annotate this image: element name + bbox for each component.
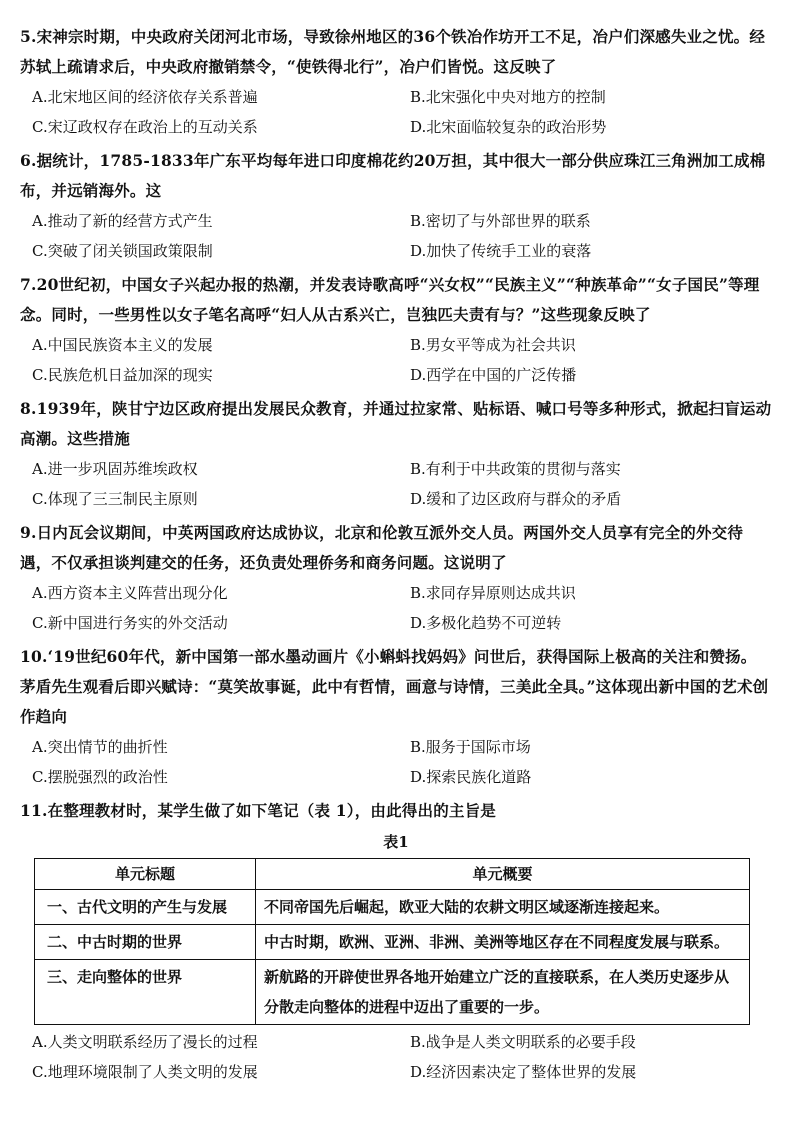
question-9: [20, 518, 772, 638]
option-d: D.西学在中国的广泛传播: [410, 366, 577, 384]
table-row: [35, 890, 750, 925]
question-5: [20, 22, 772, 142]
option-grid: [20, 1027, 772, 1087]
option-c: C.地理环境限制了人类文明的发展: [32, 1063, 258, 1081]
option-c: C.民族危机日益加深的现实: [32, 366, 213, 384]
option-b: B.北宋强化中央对地方的控制: [410, 88, 606, 106]
option-grid: [20, 732, 772, 792]
option-d: D.探索民族化道路: [410, 768, 532, 786]
question-stem: 8.1939年，陕甘宁边区政府提出发展民众教育，并通过拉家常、贴标语、喊口号等多种形式，掀起扫盲运动高潮。这些措施: [20, 399, 772, 448]
option-b: B.男女平等成为社会共识: [410, 336, 576, 354]
option-grid: [20, 206, 772, 266]
option-b: B.战争是人类文明联系的必要手段: [410, 1033, 636, 1051]
option-d: D.北宋面临较复杂的政治形势: [410, 118, 607, 136]
table-caption: 表1: [383, 833, 409, 851]
question-7: [20, 270, 772, 390]
option-grid: [20, 578, 772, 638]
option-grid: [20, 454, 772, 514]
table-header-row: [35, 859, 750, 890]
question-10: [20, 642, 772, 792]
option-a: A.西方资本主义阵营出现分化: [32, 584, 228, 602]
option-d: D.多极化趋势不可逆转: [410, 614, 562, 632]
option-a: A.中国民族资本主义的发展: [32, 336, 213, 354]
unit-summary-cell: 中古时期，欧洲、亚洲、非洲、美洲等地区存在不同程度发展与联系。: [256, 925, 750, 960]
table-row: [35, 960, 750, 1025]
option-a: A.进一步巩固苏维埃政权: [32, 460, 198, 478]
option-a: A.推动了新的经营方式产生: [32, 212, 213, 230]
option-d: D.加快了传统手工业的衰落: [410, 242, 592, 260]
option-b: B.密切了与外部世界的联系: [410, 212, 591, 230]
question-stem: 10.‘19世纪60年代，新中国第一部水墨动画片《小蝌蚪找妈妈》问世后，获得国际上极高的关注和赞扬。茅盾先生观看后即兴赋诗：“莫笑故事诞，此中有哲情，画意与诗情，三美此全具。”这体现出新中国的艺术创作趋向: [20, 647, 769, 726]
notes-table: [34, 858, 750, 1025]
option-d: D.缓和了边区政府与群众的矛盾: [410, 490, 622, 508]
option-c: C.体现了三三制民主原则: [32, 490, 198, 508]
table-header: 单元概要: [256, 859, 750, 890]
unit-summary-cell: 新航路的开辟使世界各地开始建立广泛的直接联系，在人类历史逐步从分散走向整体的进程中迈出了重要的一步。: [256, 960, 750, 1025]
unit-summary-cell: 不同帝国先后崛起，欧亚大陆的农耕文明区域逐渐连接起来。: [256, 890, 750, 925]
unit-title-cell: 二、中古时期的世界: [35, 925, 256, 960]
option-a: A.北宋地区间的经济依存关系普遍: [32, 88, 258, 106]
option-b: B.求同存异原则达成共识: [410, 584, 576, 602]
option-grid: [20, 82, 772, 142]
question-8: [20, 394, 772, 514]
unit-title-cell: 一、古代文明的产生与发展: [35, 890, 256, 925]
question-stem: 6.据统计，1785-1833年广东平均每年进口印度棉花约20万担，其中很大一部分供应珠江三角洲加工成棉布，并远销海外。这: [20, 151, 766, 200]
question-6: [20, 146, 772, 266]
option-a: A.突出情节的曲折性: [32, 738, 168, 756]
option-a: A.人类文明联系经历了漫长的过程: [32, 1033, 258, 1051]
table-row: [35, 925, 750, 960]
option-b: B.有利于中共政策的贯彻与落实: [410, 460, 621, 478]
question-stem: 9.日内瓦会议期间，中英两国政府达成协议，北京和伦敦互派外交人员。两国外交人员享有完全的外交待遇，不仅承担谈判建交的任务，还负责处理侨务和商务问题。这说明了: [20, 523, 744, 572]
question-11: [20, 796, 772, 826]
option-grid: [20, 330, 772, 390]
option-c: C.突破了闭关锁国政策限制: [32, 242, 213, 260]
option-c: C.摆脱强烈的政治性: [32, 768, 168, 786]
unit-title-cell: 三、走向整体的世界: [35, 960, 256, 1025]
option-d: D.经济因素决定了整体世界的发展: [410, 1063, 637, 1081]
question-stem: 7.20世纪初，中国女子兴起办报的热潮，并发表诗歌高呼“兴女权”“民族主义”“种族革命”“女子国民”等理念。同时，一些男性以女子笔名高呼“妇人从古系兴亡，岂独匹夫责有与？”这些现象反映了: [20, 275, 760, 324]
question-stem: 11.在整理教材时，某学生做了如下笔记（表 1），由此得出的主旨是: [20, 801, 496, 820]
question-stem: 5.宋神宗时期，中央政府关闭河北市场，导致徐州地区的36个铁冶作坊开工不足，冶户们深感失业之忧。经苏轼上疏请求后，中央政府撤销禁令，“使铁得北行”，冶户们皆悦。这反映了: [20, 27, 766, 76]
option-c: C.新中国进行务实的外交活动: [32, 614, 228, 632]
option-b: B.服务于国际市场: [410, 738, 531, 756]
table-header: 单元标题: [35, 859, 256, 890]
option-c: C.宋辽政权存在政治上的互动关系: [32, 118, 258, 136]
